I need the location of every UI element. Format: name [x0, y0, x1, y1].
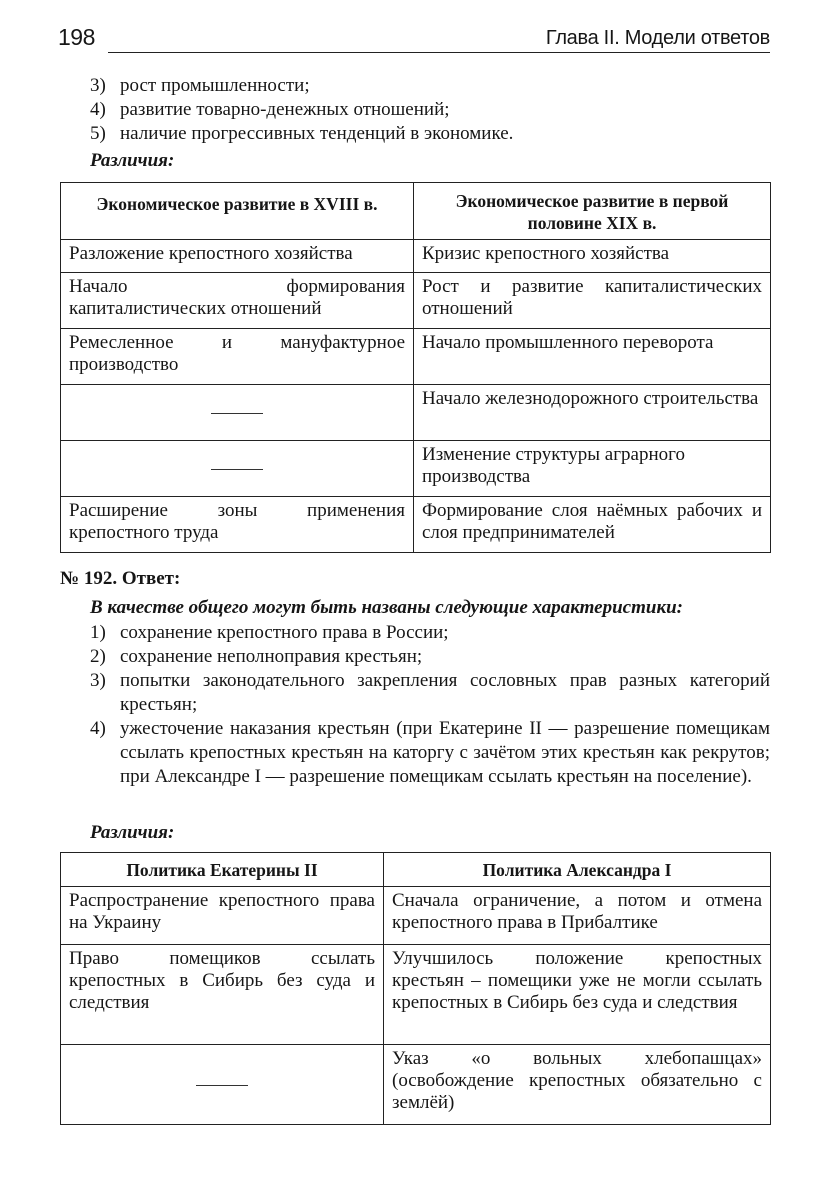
table-cell: Изменение структуры аграрного производства [414, 441, 771, 497]
list-item: 3) попытки законодательного закрепления сословных прав разных категорий крестьян; [90, 670, 770, 715]
page-number: 198 [58, 24, 95, 50]
table-header-row [61, 183, 771, 240]
list-item: 5) наличие прогрессивных тенденций в экономике. [90, 123, 514, 144]
table-cell: Указ «о вольных хлебопашцах» (освобождение крепостных обязательно с землёй) [384, 1045, 771, 1125]
table-cell: Право помещиков ссылать крепостных в Сибирь без суда и следствия [61, 945, 384, 1045]
differences-heading: Различия: [90, 150, 175, 171]
table-row [61, 497, 771, 553]
empty-cell-dash [61, 385, 414, 441]
table-cell: Рост и развитие капиталистических отношений [414, 273, 771, 329]
top-list [90, 74, 770, 146]
table-header-row [61, 853, 771, 887]
list-item: 2) сохранение неполноправия крестьян; [90, 646, 423, 667]
table-row [61, 441, 771, 497]
answer-192-intro: В качестве общего могут быть названы следующие характеристики: [90, 597, 683, 618]
table-cell: Кризис крепостного хозяйства [414, 240, 771, 273]
table-cell: Начало промышленного переворота [414, 329, 771, 385]
table-cell: Начало железнодорожного строительства [414, 385, 771, 441]
table-cell: Разложение крепостного хозяйства [61, 240, 414, 273]
table-header-cell: Политика Александра I [384, 853, 771, 887]
page-header [58, 22, 770, 56]
table-cell: Сначала ограничение, а потом и отмена крепостного права в Прибалтике [384, 887, 771, 945]
table-cell: Начало формирования капиталистических отношений [61, 273, 414, 329]
empty-cell-dash [61, 1045, 384, 1125]
table-row [61, 1045, 771, 1125]
policy-comparison-table [60, 852, 771, 1125]
table-cell: Улучшилось положение крепостных крестьян – помещики уже не могли ссылать крепостных в Сибирь без суда и следствия [384, 945, 771, 1045]
table-cell: Формирование слоя наёмных рабочих и слоя предпринимателей [414, 497, 771, 553]
list-item: 1) сохранение крепостного права в России; [90, 622, 449, 643]
table-cell: Ремесленное и мануфактурное производство [61, 329, 414, 385]
economic-development-table [60, 182, 771, 553]
dash-mark [196, 1085, 248, 1086]
dash-mark [211, 413, 263, 414]
differences-heading-2: Различия: [90, 822, 175, 843]
table-row [61, 887, 771, 945]
list-item: 4) развитие товарно-денежных отношений; [90, 99, 450, 120]
table-row [61, 945, 771, 1045]
table-row [61, 329, 771, 385]
table-cell: Расширение зоны применения крепостного труда [61, 497, 414, 553]
table-row [61, 240, 771, 273]
dash-mark [211, 469, 263, 470]
table-header-cell: Политика Екатерины II [61, 853, 384, 887]
table-cell: Распространение крепостного права на Украину [61, 887, 384, 945]
list-item: 4) ужесточение наказания крестьян (при Екатерине II — разрешение помещикам ссылать крепостных крестьян на каторгу с зачётом этих крестьян как рекрутов; при Александре I — разрешение помещикам ссылать крестьян на поселение). [90, 718, 770, 787]
table-row [61, 385, 771, 441]
table-header-cell: Экономическое развитие в первой половине XIX в. [414, 183, 771, 240]
header-rule [108, 52, 770, 53]
chapter-title: Глава II. Модели ответов [545, 27, 770, 49]
table-header-cell: Экономическое развитие в XVIII в. [61, 183, 414, 240]
empty-cell-dash [61, 441, 414, 497]
answer-192-title: № 192. Ответ: [60, 568, 181, 589]
table-row [61, 273, 771, 329]
list-item: 3) рост промышленности; [90, 75, 310, 96]
answer-192-list [90, 621, 770, 789]
